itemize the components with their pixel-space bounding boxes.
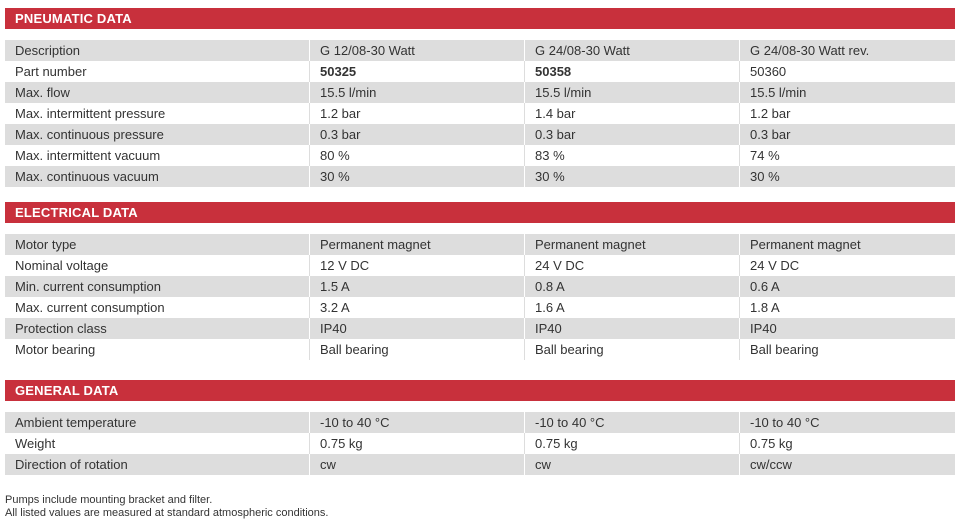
value-cell: 1.2 bar bbox=[309, 103, 524, 124]
pneumatic-table bbox=[5, 40, 955, 187]
value-cell: 0.75 kg bbox=[524, 433, 739, 454]
value-cell: 0.3 bar bbox=[739, 124, 955, 145]
value-cell: G 24/08-30 Watt bbox=[524, 40, 739, 61]
value-cell: IP40 bbox=[739, 318, 955, 339]
value-cell: 1.4 bar bbox=[524, 103, 739, 124]
value-cell: 50360 bbox=[739, 61, 955, 82]
value-cell: Permanent magnet bbox=[739, 234, 955, 255]
table-row bbox=[5, 166, 955, 187]
value-cell: 1.6 A bbox=[524, 297, 739, 318]
value-cell: 0.75 kg bbox=[309, 433, 524, 454]
row-label: Part number bbox=[5, 61, 309, 82]
table-row bbox=[5, 124, 955, 145]
value-cell: 0.3 bar bbox=[309, 124, 524, 145]
value-cell: Ball bearing bbox=[739, 339, 955, 360]
value-cell: IP40 bbox=[309, 318, 524, 339]
table-row bbox=[5, 40, 955, 61]
value-cell: 15.5 l/min bbox=[739, 82, 955, 103]
value-cell: cw bbox=[309, 454, 524, 475]
footnotes bbox=[5, 494, 328, 519]
value-cell: 1.8 A bbox=[739, 297, 955, 318]
table-row bbox=[5, 433, 955, 454]
pneumatic-data-section bbox=[5, 8, 955, 187]
row-label: Weight bbox=[5, 433, 309, 454]
general-table bbox=[5, 412, 955, 475]
value-cell: 1.5 A bbox=[309, 276, 524, 297]
table-row bbox=[5, 103, 955, 124]
row-label: Min. current consumption bbox=[5, 276, 309, 297]
table-row bbox=[5, 61, 955, 82]
value-cell: 15.5 l/min bbox=[524, 82, 739, 103]
electrical-table bbox=[5, 234, 955, 360]
value-cell: 24 V DC bbox=[739, 255, 955, 276]
value-cell: 15.5 l/min bbox=[309, 82, 524, 103]
value-cell: 0.75 kg bbox=[739, 433, 955, 454]
value-cell: 30 % bbox=[739, 166, 955, 187]
value-cell: Ball bearing bbox=[524, 339, 739, 360]
table-row bbox=[5, 318, 955, 339]
row-label: Ambient temperature bbox=[5, 412, 309, 433]
row-label: Max. continuous vacuum bbox=[5, 166, 309, 187]
value-cell: cw bbox=[524, 454, 739, 475]
table-row bbox=[5, 82, 955, 103]
row-label: Max. current consumption bbox=[5, 297, 309, 318]
table-row bbox=[5, 255, 955, 276]
value-cell: -10 to 40 °C bbox=[739, 412, 955, 433]
table-row bbox=[5, 276, 955, 297]
value-cell: cw/ccw bbox=[739, 454, 955, 475]
value-cell: 83 % bbox=[524, 145, 739, 166]
row-label: Max. continuous pressure bbox=[5, 124, 309, 145]
row-label: Nominal voltage bbox=[5, 255, 309, 276]
value-cell: 12 V DC bbox=[309, 255, 524, 276]
value-cell: Permanent magnet bbox=[524, 234, 739, 255]
value-cell: 74 % bbox=[739, 145, 955, 166]
value-cell: 3.2 A bbox=[309, 297, 524, 318]
value-cell: Ball bearing bbox=[309, 339, 524, 360]
footnote: All listed values are measured at standard atmospheric conditions. bbox=[5, 506, 329, 519]
row-label: Description bbox=[5, 40, 309, 61]
row-label: Motor bearing bbox=[5, 339, 309, 360]
value-cell: 80 % bbox=[309, 145, 524, 166]
general-data-section bbox=[5, 380, 955, 475]
value-cell: 50325 bbox=[309, 61, 524, 82]
row-label: Motor type bbox=[5, 234, 309, 255]
value-cell: -10 to 40 °C bbox=[309, 412, 524, 433]
section-title: PNEUMATIC DATA bbox=[5, 8, 955, 29]
value-cell: IP40 bbox=[524, 318, 739, 339]
value-cell: 24 V DC bbox=[524, 255, 739, 276]
section-title: ELECTRICAL DATA bbox=[5, 202, 955, 223]
electrical-data-section bbox=[5, 202, 955, 360]
table-row bbox=[5, 339, 955, 360]
value-cell: G 24/08-30 Watt rev. bbox=[739, 40, 955, 61]
table-row bbox=[5, 454, 955, 475]
row-label: Max. intermittent pressure bbox=[5, 103, 309, 124]
section-title: GENERAL DATA bbox=[5, 380, 955, 401]
value-cell: 0.6 A bbox=[739, 276, 955, 297]
value-cell: Permanent magnet bbox=[309, 234, 524, 255]
table-row bbox=[5, 145, 955, 166]
value-cell: G 12/08-30 Watt bbox=[309, 40, 524, 61]
value-cell: 30 % bbox=[309, 166, 524, 187]
value-cell: -10 to 40 °C bbox=[524, 412, 739, 433]
table-row bbox=[5, 297, 955, 318]
row-label: Protection class bbox=[5, 318, 309, 339]
value-cell: 30 % bbox=[524, 166, 739, 187]
value-cell: 0.3 bar bbox=[524, 124, 739, 145]
row-label: Direction of rotation bbox=[5, 454, 309, 475]
row-label: Max. flow bbox=[5, 82, 309, 103]
value-cell: 0.8 A bbox=[524, 276, 739, 297]
footnote: Pumps include mounting bracket and filter. bbox=[5, 494, 213, 506]
value-cell: 1.2 bar bbox=[739, 103, 955, 124]
row-label: Max. intermittent vacuum bbox=[5, 145, 309, 166]
table-row bbox=[5, 234, 955, 255]
value-cell: 50358 bbox=[524, 61, 739, 82]
table-row bbox=[5, 412, 955, 433]
